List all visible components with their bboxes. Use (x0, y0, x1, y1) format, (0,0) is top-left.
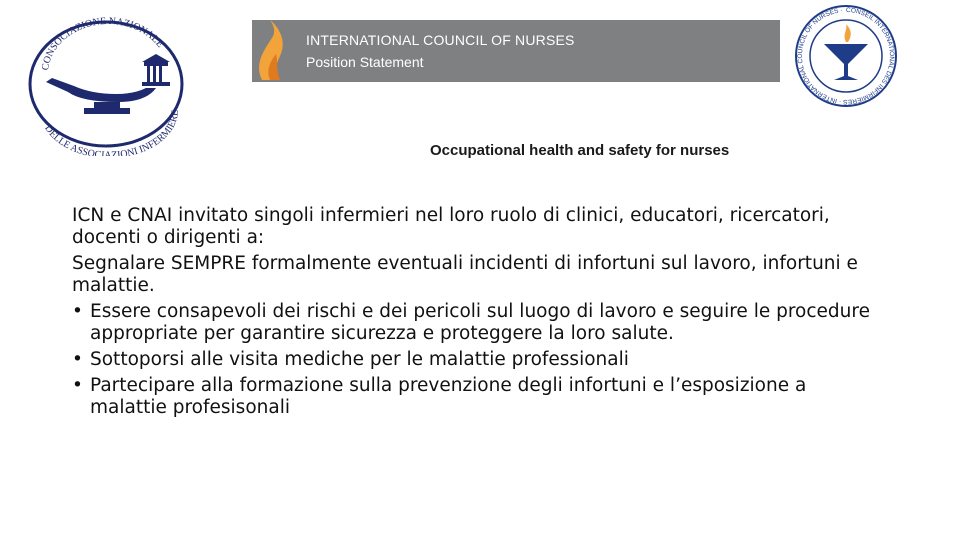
icn-document-type: Position Statement (306, 53, 424, 70)
icn-org-name: INTERNATIONAL COUNCIL OF NURSES (306, 31, 575, 48)
statement-paragraph: Segnalare SEMPRE formalmente eventuali incidenti di infortuni sul lavoro, infortuni e malattie. (72, 253, 858, 296)
document-subtitle: Occupational health and safety for nurses (430, 142, 730, 159)
bullet-marker: • (72, 375, 83, 396)
body-text (72, 205, 872, 423)
bullet-text: Partecipare alla formazione sulla prevenzione degli infortuni e l’esposizione a malattie profesisonali (90, 375, 807, 418)
svg-text:CONSEIL INTERNATIONAL DES INFI: CONSEIL INTERNATIONAL DES INFIRMIÈRES · INTERNATIONAL COUNCIL OF NURSES · (796, 6, 896, 106)
icn-position-statement-banner (252, 20, 780, 82)
bullet-marker: • (72, 349, 83, 370)
bullet-item (72, 301, 872, 345)
bullet-item (72, 349, 872, 371)
cnai-logo (22, 14, 190, 156)
flame-icon (252, 20, 292, 82)
bullet-item (72, 375, 872, 419)
bullet-marker: • (72, 301, 83, 322)
bullet-text: Sottoporsi alle visita mediche per le malattie professionali (90, 349, 629, 370)
svg-text:CONSOCIAZIONE NAZIONALE: CONSOCIAZIONE NAZIONALE (40, 15, 166, 72)
svg-text:DELLE ASSOCIAZIONI INFERMIERE: DELLE ASSOCIAZIONI INFERMIERE (42, 109, 182, 156)
bullet-text: Essere consapevoli dei rischi e dei pericoli sul luogo di lavoro e seguire le procedure appropriate per garantire sicurezza e proteggere la loro salute. (90, 301, 870, 344)
icn-seal-logo (790, 2, 902, 110)
intro-paragraph: ICN e CNAI invitato singoli infermieri nel loro ruolo di clinici, educatori, ricercatori, docenti o dirigenti a: (72, 205, 830, 248)
